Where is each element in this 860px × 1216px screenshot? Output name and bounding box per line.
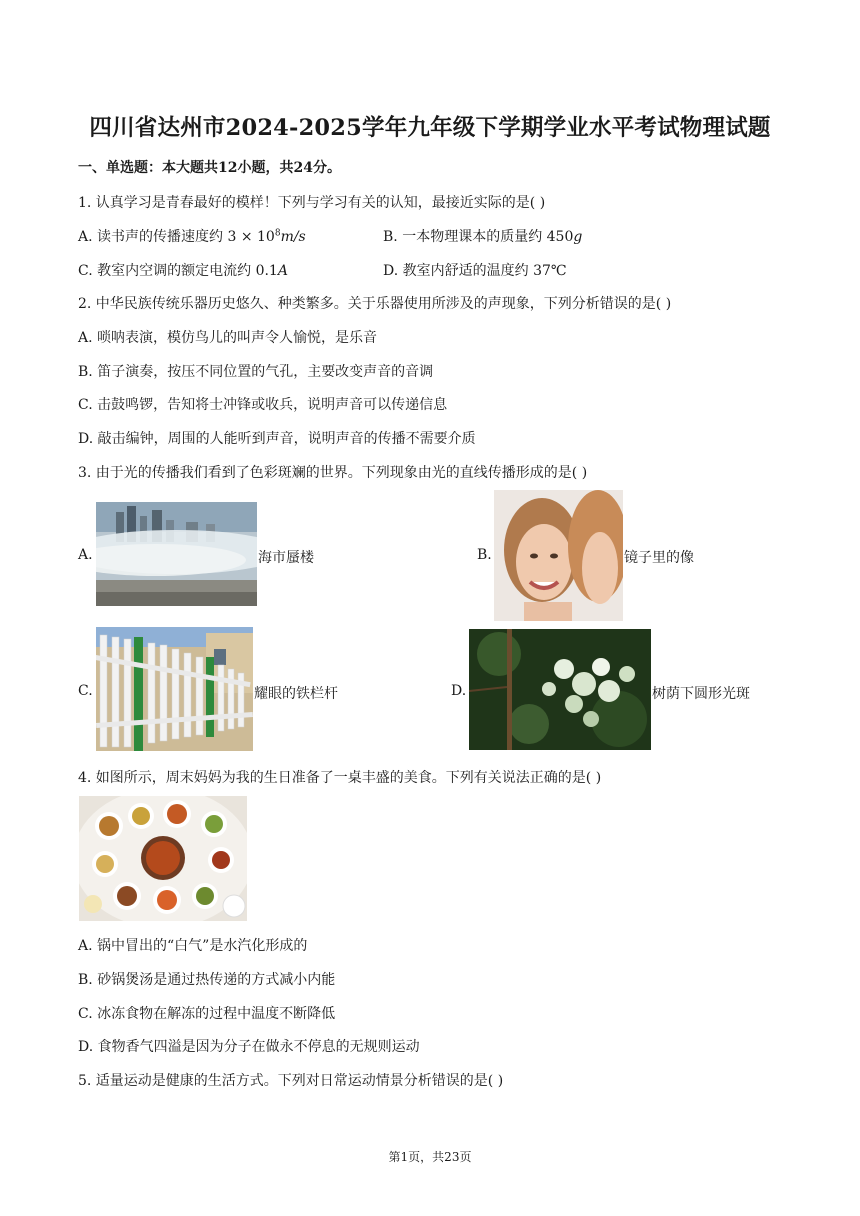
q2-option-b: B. 笛子演奏，按压不同位置的气孔，主要改变声音的音调 — [78, 364, 434, 380]
page-number: 第1页，共23页 — [388, 1150, 472, 1164]
mirror-image — [494, 490, 623, 621]
q4-option-a: A. 锅中冒出的“白气”是水汽化形成的 — [78, 938, 308, 954]
q5-stem: 5. 适量运动是健康的生活方式。下列对日常运动情景分析错误的是( ) — [78, 1073, 504, 1089]
q3-option-b-label: B. — [477, 547, 492, 563]
q2-option-a: A. 唢呐表演，模仿鸟儿的叫声令人愉悦，是乐音 — [78, 330, 378, 346]
q1-option-c-unit: A — [277, 263, 288, 279]
page-title: 四川省达州市2024-2025学年九年级下学期学业水平考试物理试题 — [89, 115, 771, 141]
q3-option-c-text: 耀眼的铁栏杆 — [254, 686, 338, 702]
q3-option-d-text: 树荫下圆形光斑 — [652, 686, 750, 702]
q1-option-a-unit: m/s — [280, 229, 306, 245]
q4-option-b: B. 砂锅煲汤是通过热传递的方式减小内能 — [78, 972, 336, 988]
q1-option-a-exponent: 8 — [274, 228, 281, 239]
q1-option-a-text: A. 读书声的传播速度约 3 × 10 — [78, 229, 275, 245]
q1-stem: 1. 认真学习是青春最好的模样！下列与学习有关的认知，最接近实际的是( ) — [78, 195, 546, 211]
q3-option-a-label: A. — [78, 547, 93, 563]
q3-option-c-label: C. — [78, 683, 93, 699]
q1-option-c-text: C. 教室内空调的额定电流约 0.1 — [78, 263, 278, 279]
section-heading: 一、单选题：本大题共12小题，共24分。 — [78, 160, 341, 176]
q1-option-c — [78, 260, 288, 280]
food-table-image — [79, 796, 247, 921]
q1-option-b — [383, 226, 582, 246]
q3-stem: 3. 由于光的传播我们看到了色彩斑斓的世界。下列现象由光的直线传播形成的是( ) — [78, 465, 588, 481]
q1-option-d: D. 教室内舒适的温度约 37℃ — [383, 263, 567, 279]
fence-image — [96, 627, 253, 751]
q4-stem: 4. 如图所示，周末妈妈为我的生日准备了一桌丰盛的美食。下列有关说法正确的是( ) — [78, 770, 602, 786]
q2-stem: 2. 中华民族传统乐器历史悠久、种类繁多。关于乐器使用所涉及的声现象，下列分析错误的是( ) — [78, 296, 672, 312]
q3-option-d-label: D. — [451, 683, 467, 699]
q3-option-a-text: 海市蜃楼 — [258, 550, 314, 566]
q2-option-d: D. 敲击编钟，周围的人能听到声音，说明声音的传播不需要介质 — [78, 431, 476, 447]
q1-option-a — [78, 226, 306, 246]
tree-shade-image — [469, 629, 651, 750]
q4-option-c: C. 冰冻食物在解冻的过程中温度不断降低 — [78, 1006, 336, 1022]
q1-option-b-text: B. 一本物理课本的质量约 450 — [383, 229, 574, 245]
q4-option-d: D. 食物香气四溢是因为分子在做永不停息的无规则运动 — [78, 1039, 420, 1055]
q1-option-b-unit: g — [573, 229, 583, 245]
mirage-image — [96, 502, 257, 606]
q3-option-b-text: 镜子里的像 — [624, 550, 694, 566]
q2-option-c: C. 击鼓鸣锣，告知将士冲锋或收兵，说明声音可以传递信息 — [78, 397, 448, 413]
